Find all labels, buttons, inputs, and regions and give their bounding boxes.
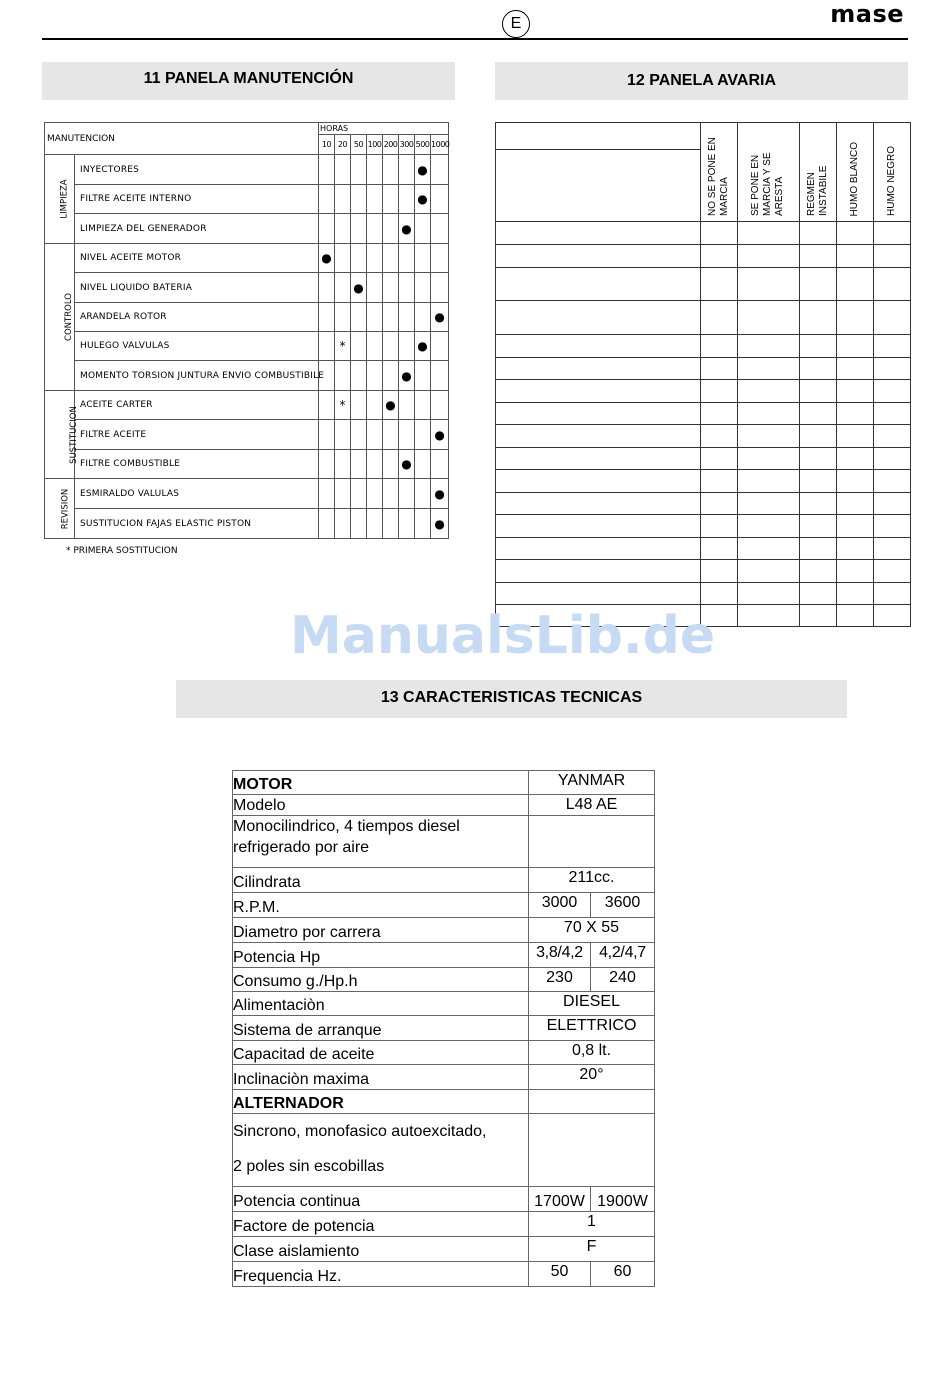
hours-col: 300 [399, 135, 415, 155]
spec-label: MOTOR [233, 771, 529, 795]
hours-col: 1000 [431, 135, 449, 155]
spec-label: Clase aislamiento [233, 1237, 529, 1262]
task-label: NIVEL LIQUIDO BATERIA [75, 273, 319, 303]
fault-row [496, 301, 911, 335]
spec-value: 3,8/4,2 [529, 943, 591, 968]
maintenance-table [44, 122, 449, 539]
interval-dot: ● [383, 391, 399, 420]
first-replacement-star: * [335, 332, 351, 361]
spec-value: 4,2/4,7 [591, 943, 655, 968]
fault-table [495, 122, 911, 627]
fault-row [496, 403, 911, 425]
spec-description [233, 1114, 529, 1187]
task-label: FILTRE COMBUSTIBLE [75, 450, 319, 479]
hours-col: 100 [367, 135, 383, 155]
fault-row [496, 493, 911, 515]
fault-row [496, 425, 911, 448]
fault-row [496, 358, 911, 380]
spec-label: Consumo g./Hp.h [233, 968, 529, 992]
interval-dot: ● [399, 450, 415, 479]
task-label: ACEITE CARTER [75, 391, 319, 420]
interval-dot: ● [399, 214, 415, 244]
spec-description [233, 816, 529, 868]
spec-value: 211cc. [529, 868, 655, 893]
fault-col-unstable: REGMEN INSTABILE [800, 123, 837, 222]
fault-row [496, 515, 911, 538]
spec-label: Diametro por carrera [233, 918, 529, 943]
hours-col: 20 [335, 135, 351, 155]
hours-col: 500 [415, 135, 431, 155]
spec-label: Frequencia Hz. [233, 1262, 529, 1287]
task-label: MOMENTO TORSION JUNTURA ENVIO COMBUSTIBILE [75, 361, 319, 391]
fault-row [496, 448, 911, 470]
spec-value: 70 X 55 [529, 918, 655, 943]
fault-row [496, 335, 911, 358]
maintenance-footnote: * PRIMERA SOSTITUCION [66, 546, 178, 556]
page-header [42, 0, 908, 40]
task-label: ARANDELA ROTOR [75, 303, 319, 332]
spec-description-line: Sincrono, monofasico autoexcitado, [233, 1123, 487, 1140]
spec-value: 3600 [591, 893, 655, 918]
fault-row [496, 380, 911, 403]
spec-value: 50 [529, 1262, 591, 1287]
watermark: ManualsLib.de [290, 606, 716, 666]
spec-value: YANMAR [529, 771, 655, 795]
fault-row [496, 222, 911, 245]
interval-dot: ● [399, 361, 415, 391]
fault-header-cell [496, 123, 701, 150]
interval-dot: ● [319, 244, 335, 273]
hours-col: 10 [319, 135, 335, 155]
task-label: INYECTORES [75, 155, 319, 185]
spec-value: 0,8 lt. [529, 1041, 655, 1065]
maintenance-title: MANUTENCION [45, 123, 319, 155]
spec-value: 240 [591, 968, 655, 992]
spec-label: Cilindrata [233, 868, 529, 893]
spec-value: 3000 [529, 893, 591, 918]
group-sustitucion: SUSTITUCION [45, 391, 75, 479]
interval-dot: ● [351, 273, 367, 303]
group-limpieza: LIMPIEZA [45, 155, 75, 244]
language-badge: E [502, 10, 530, 38]
spec-description-line: Monocilindrico, 4 tiempos diesel [233, 818, 460, 835]
fault-col-white-smoke: HUMO BLANCO [837, 123, 874, 222]
spec-value: DIESEL [529, 992, 655, 1016]
interval-dot: ● [431, 420, 449, 450]
spec-value: ELETTRICO [529, 1016, 655, 1041]
task-label: NIVEL ACEITE MOTOR [75, 244, 319, 273]
spec-label: Inclinaciòn maxima [233, 1065, 529, 1090]
section-title-maintenance: 11 PANELA MANUTENCIÓN [42, 62, 455, 100]
brand-logo: mase [830, 0, 904, 28]
task-label: LIMPIEZA DEL GENERADOR [75, 214, 319, 244]
spec-value: 230 [529, 968, 591, 992]
task-label: ESMIRALDO VALULAS [75, 479, 319, 509]
hours-col: 50 [351, 135, 367, 155]
task-label: FILTRE ACEITE INTERNO [75, 185, 319, 214]
group-revision: REVISION [45, 479, 75, 539]
task-label: SUSTITUCION FAJAS ELASTIC PISTON [75, 509, 319, 539]
fault-col-no-start: NO SE PONE EN MARCIA [701, 123, 738, 222]
section-title-specs: 13 CARACTERISTICAS TECNICAS [176, 680, 847, 718]
fault-col-black-smoke: HUMO NEGRO [874, 123, 911, 222]
specs-table [232, 770, 655, 1287]
fault-row [496, 245, 911, 268]
spec-value: 1 [529, 1212, 655, 1237]
section-title-fault: 12 PANELA AVARIA [495, 62, 908, 100]
interval-dot: ● [431, 303, 449, 332]
spec-value: 60 [591, 1262, 655, 1287]
spec-label: Alimentaciòn [233, 992, 529, 1016]
interval-dot: ● [431, 479, 449, 509]
interval-dot: ● [431, 509, 449, 539]
spec-label: R.P.M. [233, 893, 529, 918]
group-controlo: CONTROLO [45, 244, 75, 391]
spec-label: Sistema de arranque [233, 1016, 529, 1041]
fault-row [496, 583, 911, 605]
interval-dot: ● [415, 155, 431, 185]
interval-dot: ● [415, 332, 431, 361]
spec-value: L48 AE [529, 795, 655, 816]
fault-row [496, 538, 911, 560]
spec-value: 20° [529, 1065, 655, 1090]
hours-col: 200 [383, 135, 399, 155]
spec-label: Factore de potencia [233, 1212, 529, 1237]
first-replacement-star: * [335, 391, 351, 420]
interval-dot: ● [415, 185, 431, 214]
spec-label: Modelo [233, 795, 529, 816]
task-label: HULEGO VALVULAS [75, 332, 319, 361]
spec-label: ALTERNADOR [233, 1090, 529, 1114]
spec-description-line: 2 poles sin escobillas [233, 1158, 385, 1175]
spec-description-line: refrigerado por aire [233, 839, 370, 856]
fault-header-cell [496, 150, 701, 222]
fault-row [496, 470, 911, 493]
spec-value: 1900W [591, 1187, 655, 1212]
fault-row [496, 560, 911, 583]
hours-label: HORAS [319, 123, 449, 135]
spec-label: Potencia continua [233, 1187, 529, 1212]
fault-row [496, 268, 911, 301]
task-label: FILTRE ACEITE [75, 420, 319, 450]
spec-value: F [529, 1237, 655, 1262]
fault-col-starts-stops: SE PONE EN MARCIA Y SE ARESTA [738, 123, 800, 222]
spec-label: Potencia Hp [233, 943, 529, 968]
spec-value: 1700W [529, 1187, 591, 1212]
spec-label: Capacitad de aceite [233, 1041, 529, 1065]
